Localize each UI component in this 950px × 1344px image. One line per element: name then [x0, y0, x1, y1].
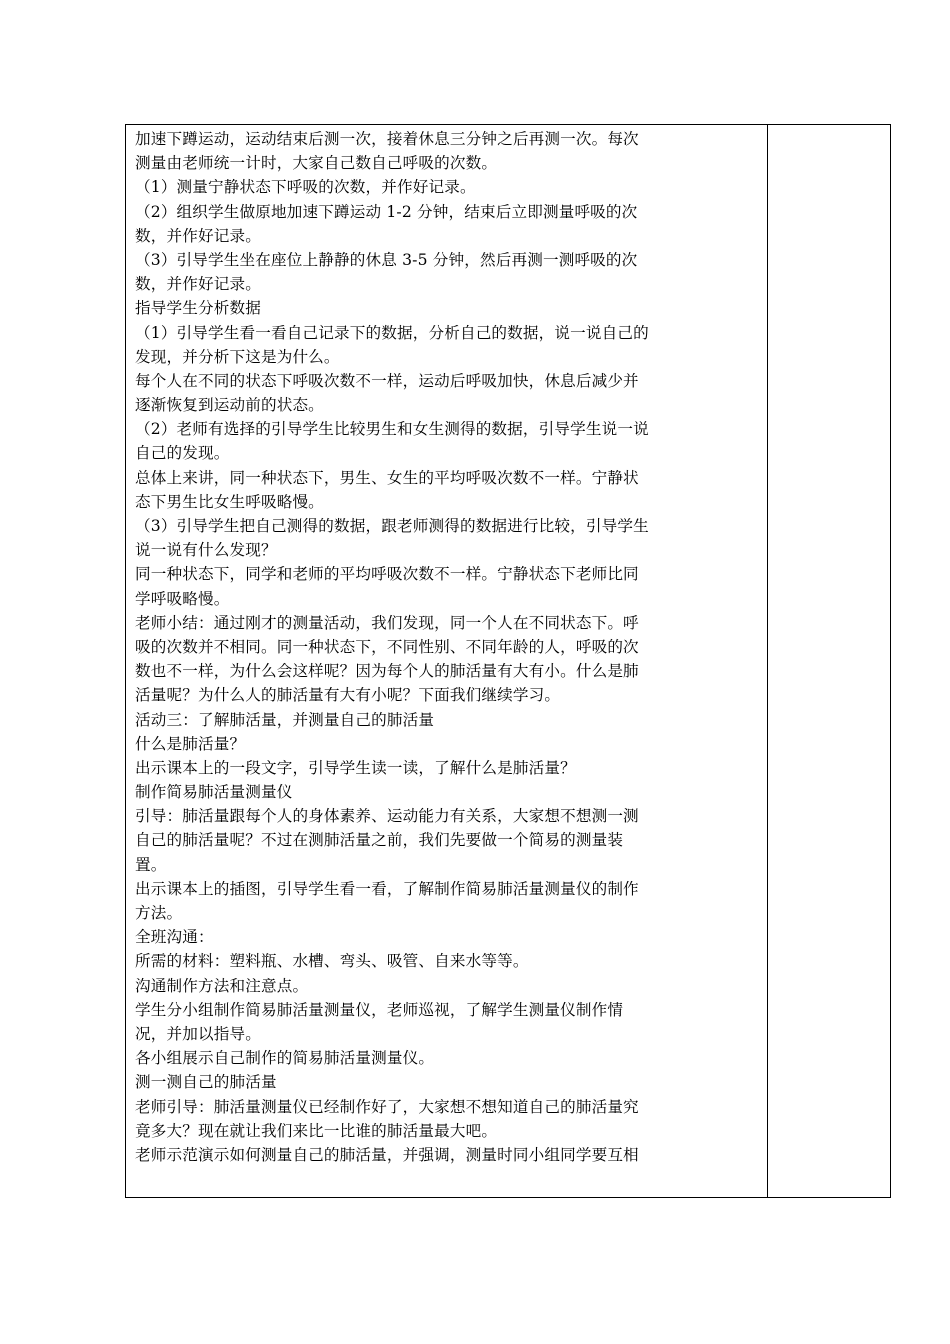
text-line: 况，并加以指导。: [135, 1024, 261, 1043]
text-line: 各小组展示自己制作的简易肺活量测量仪。: [135, 1049, 435, 1068]
text-line: 数，并作好记录。: [135, 275, 261, 294]
text-line: 同一种状态下，同学和老师的平均呼吸次数不一样。宁静状态下老师比同: [135, 565, 639, 584]
text-line: 出示课本上的一段文字，引导学生读一读，了解什么是肺活量？: [135, 758, 576, 777]
text-line: 老师引导：肺活量测量仪已经制作好了，大家想不想知道自己的肺活量究: [135, 1097, 639, 1116]
text-line: （3）引导学生坐在座位上静静的休息 3-5 分钟，然后再测一测呼吸的次: [135, 250, 638, 269]
text-line: 测一测自己的肺活量: [135, 1073, 277, 1092]
text-line: 数，并作好记录。: [135, 226, 261, 245]
text-line: 制作简易肺活量测量仪: [135, 783, 293, 802]
text-line: 置。: [135, 855, 167, 874]
text-line: 全班沟通：: [135, 928, 214, 947]
text-line: （2）老师有选择的引导学生比较男生和女生测得的数据，引导学生说一说: [135, 420, 649, 439]
notes-cell: [767, 125, 890, 1198]
text-line: 活动三：了解肺活量，并测量自己的肺活量: [135, 710, 435, 729]
text-line: 老师示范演示如何测量自己的肺活量，并强调，测量时同小组同学要互相: [135, 1145, 639, 1164]
lesson-text: [126, 125, 767, 1167]
text-line: 活量呢？为什么人的肺活量有大有小呢？下面我们继续学习。: [135, 686, 561, 705]
text-line: 学生分小组制作简易肺活量测量仪，老师巡视，了解学生测量仪制作情: [135, 1000, 624, 1019]
text-line: 数也不一样，为什么会这样呢？因为每个人的肺活量有大有小。什么是肺: [135, 662, 639, 681]
text-line: 所需的材料：塑料瓶、水槽、弯头、吸管、自来水等等。: [135, 952, 529, 971]
text-line: 逐渐恢复到运动前的状态。: [135, 396, 324, 415]
text-line: 总体上来讲，同一种状态下，男生、女生的平均呼吸次数不一样。宁静状: [135, 468, 639, 487]
text-line: 学呼吸略慢。: [135, 589, 230, 608]
text-line: （1）测量宁静状态下呼吸的次数，并作好记录。: [135, 178, 476, 197]
text-line: 每个人在不同的状态下呼吸次数不一样，运动后呼吸加快，休息后减少并: [135, 371, 639, 390]
text-line: 说一说有什么发现？: [135, 541, 277, 560]
text-line: （2）组织学生做原地加速下蹲运动 1-2 分钟，结束后立即测量呼吸的次: [135, 202, 638, 221]
text-line: 指导学生分析数据: [135, 299, 261, 318]
text-line: 引导：肺活量跟每个人的身体素养、运动能力有关系，大家想不想测一测: [135, 807, 639, 826]
text-line: 自己的发现。: [135, 444, 230, 463]
text-line: 沟通制作方法和注意点。: [135, 976, 309, 995]
text-line: 发现，并分析下这是为什么。: [135, 347, 340, 366]
text-line: 出示课本上的插图，引导学生看一看，了解制作简易肺活量测量仪的制作: [135, 879, 639, 898]
text-line: （1）引导学生看一看自己记录下的数据，分析自己的数据，说一说自己的: [135, 323, 649, 342]
text-line: 自己的肺活量呢？不过在测肺活量之前，我们先要做一个简易的测量装: [135, 831, 624, 850]
text-line: 什么是肺活量？: [135, 734, 246, 753]
table-row: [126, 125, 891, 1198]
text-line: 吸的次数并不相同。同一种状态下，不同性别、不同年龄的人，呼吸的次: [135, 637, 639, 656]
text-line: 测量由老师统一计时，大家自己数自己呼吸的次数。: [135, 154, 498, 173]
text-line: 方法。: [135, 904, 183, 922]
lesson-content-cell: [126, 125, 768, 1198]
text-line: 老师小结：通过刚才的测量活动，我们发现，同一个人在不同状态下。呼: [135, 613, 639, 632]
text-line: 竟多大？现在就让我们来比一比谁的肺活量最大吧。: [135, 1121, 498, 1140]
text-line: 加速下蹲运动，运动结束后测一次，接着休息三分钟之后再测一次。每次: [135, 130, 639, 148]
text-line: （3）引导学生把自己测得的数据，跟老师测得的数据进行比较，引导学生: [135, 517, 649, 535]
text-line: 态下男生比女生呼吸略慢。: [135, 492, 324, 511]
lesson-plan-table: [125, 124, 891, 1198]
